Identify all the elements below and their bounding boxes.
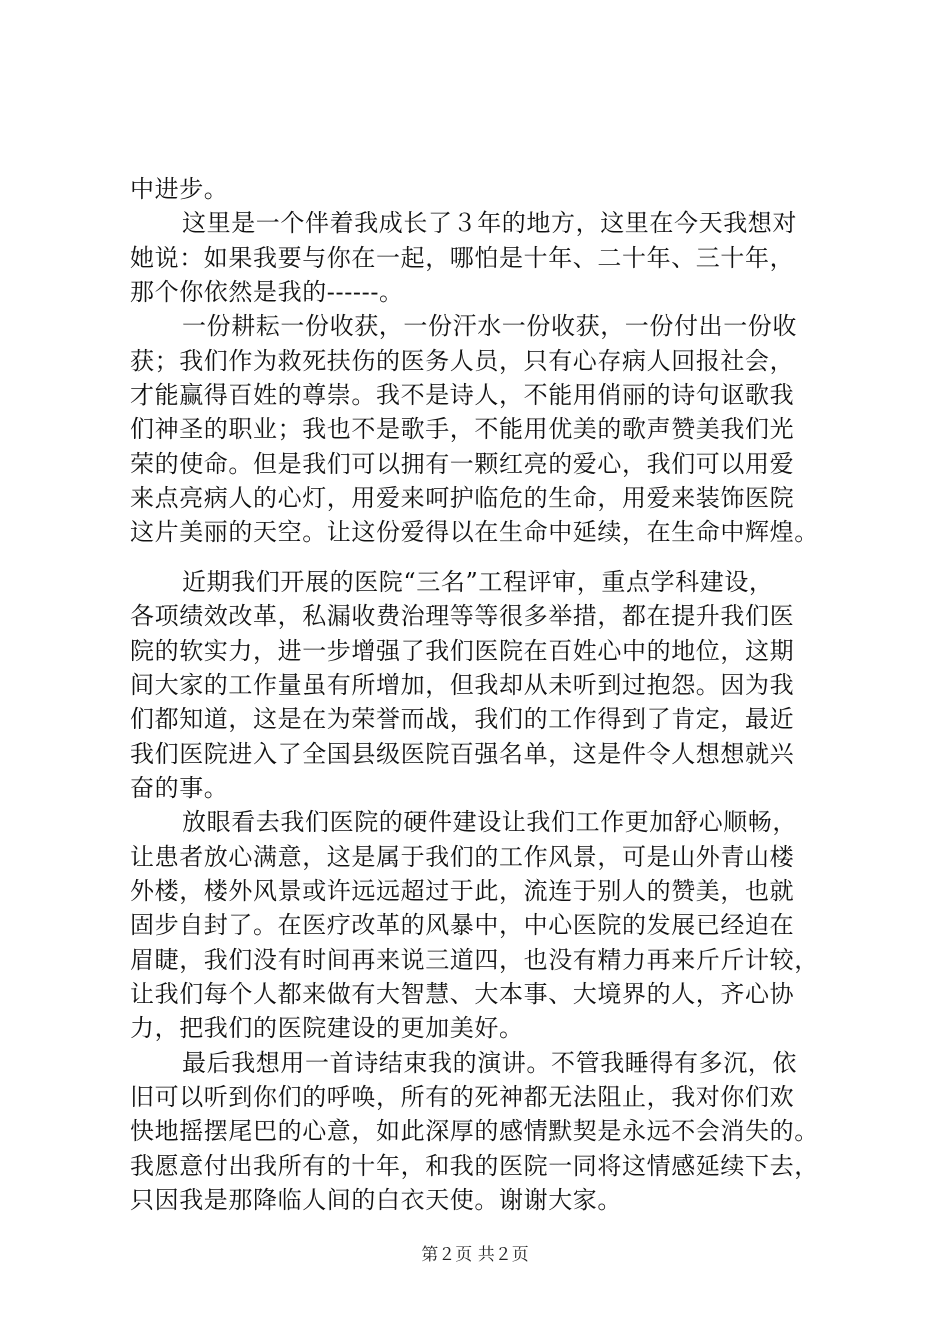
paragraph-start-line: 最后我想用一首诗结束我的演讲。不管我睡得有多沉，依 xyxy=(182,1049,797,1077)
body-text-line: 眉睫，我们没有时间再来说三道四，也没有精力再来斤斤计较， xyxy=(130,946,819,974)
body-text-line: 只因我是那降临人间的白衣天使。谢谢大家。 xyxy=(130,1186,622,1214)
page-number-footer: 第２页 共２页 xyxy=(421,1245,529,1265)
body-text-line: 让患者放心满意，这是属于我们的工作风景，可是山外青山楼 xyxy=(130,843,795,871)
body-text-line: 她说：如果我要与你在一起，哪怕是十年、二十年、三十年， xyxy=(130,244,795,272)
paragraph-start-line: 一份耕耘一份收获，一份汗水一份收获，一份付出一份收 xyxy=(182,312,797,340)
body-text-line: 那个你依然是我的------。 xyxy=(130,278,404,306)
body-text-line: 来点亮病人的心灯，用爱来呵护临危的生命，用爱来装饰医院 xyxy=(130,484,795,512)
paragraph-start-line: 这里是一个伴着我成长了３年的地方，这里在今天我想对 xyxy=(182,209,797,237)
body-text-line: 奋的事。 xyxy=(130,774,229,802)
paragraph-start-line: 放眼看去我们医院的硬件建设让我们工作更加舒心顺畅， xyxy=(182,808,797,836)
body-text-line: 让我们每个人都来做有大智慧、大本事、大境界的人，齐心协 xyxy=(130,980,795,1008)
body-text-line: 这片美丽的天空。让这份爱得以在生命中延续，在生命中辉煌。 xyxy=(130,518,819,546)
body-text-line: 我愿意付出我所有的十年，和我的医院一同将这情感延续下去， xyxy=(130,1152,819,1180)
body-text-line: 荣的使命。但是我们可以拥有一颗红亮的爱心，我们可以用爱 xyxy=(130,450,795,478)
paragraph-start-line: 近期我们开展的医院“三名”工程评审，重点学科建设， xyxy=(182,568,774,596)
body-text-line: 旧可以听到你们的呼唤，所有的死神都无法阻止，我对你们欢 xyxy=(130,1083,795,1111)
body-text-line: 们神圣的职业；我也不是歌手，不能用优美的歌声赞美我们光 xyxy=(130,415,795,443)
body-text-line: 力，把我们的医院建设的更加美好。 xyxy=(130,1014,524,1042)
body-text-line: 快地摇摆尾巴的心意，如此深厚的感情默契是永远不会消失的。 xyxy=(130,1117,819,1145)
body-text-line: 才能赢得百姓的尊崇。我不是诗人，不能用俏丽的诗句讴歌我 xyxy=(130,381,795,409)
body-text-line: 固步自封了。在医疗改革的风暴中，中心医院的发展已经迫在 xyxy=(130,911,795,939)
body-text-line: 我们医院进入了全国县级医院百强名单，这是件令人想想就兴 xyxy=(130,740,795,768)
body-text-line: 外楼，楼外风景或许远远超过于此，流连于别人的赞美，也就 xyxy=(130,877,795,905)
body-text-line: 获；我们作为救死扶伤的医务人员，只有心存病人回报社会， xyxy=(130,347,795,375)
body-text-line: 间大家的工作量虽有所增加，但我却从未听到过抱怨。因为我 xyxy=(130,671,795,699)
body-text-line: 各项绩效改革，私漏收费治理等等很多举措，都在提升我们医 xyxy=(130,602,795,630)
body-text-line: 院的软实力，进一步增强了我们医院在百姓心中的地位，这期 xyxy=(130,637,795,665)
body-text-line: 中进步。 xyxy=(130,175,229,203)
body-text-line: 们都知道，这是在为荣誉而战，我们的工作得到了肯定，最近 xyxy=(130,705,795,733)
